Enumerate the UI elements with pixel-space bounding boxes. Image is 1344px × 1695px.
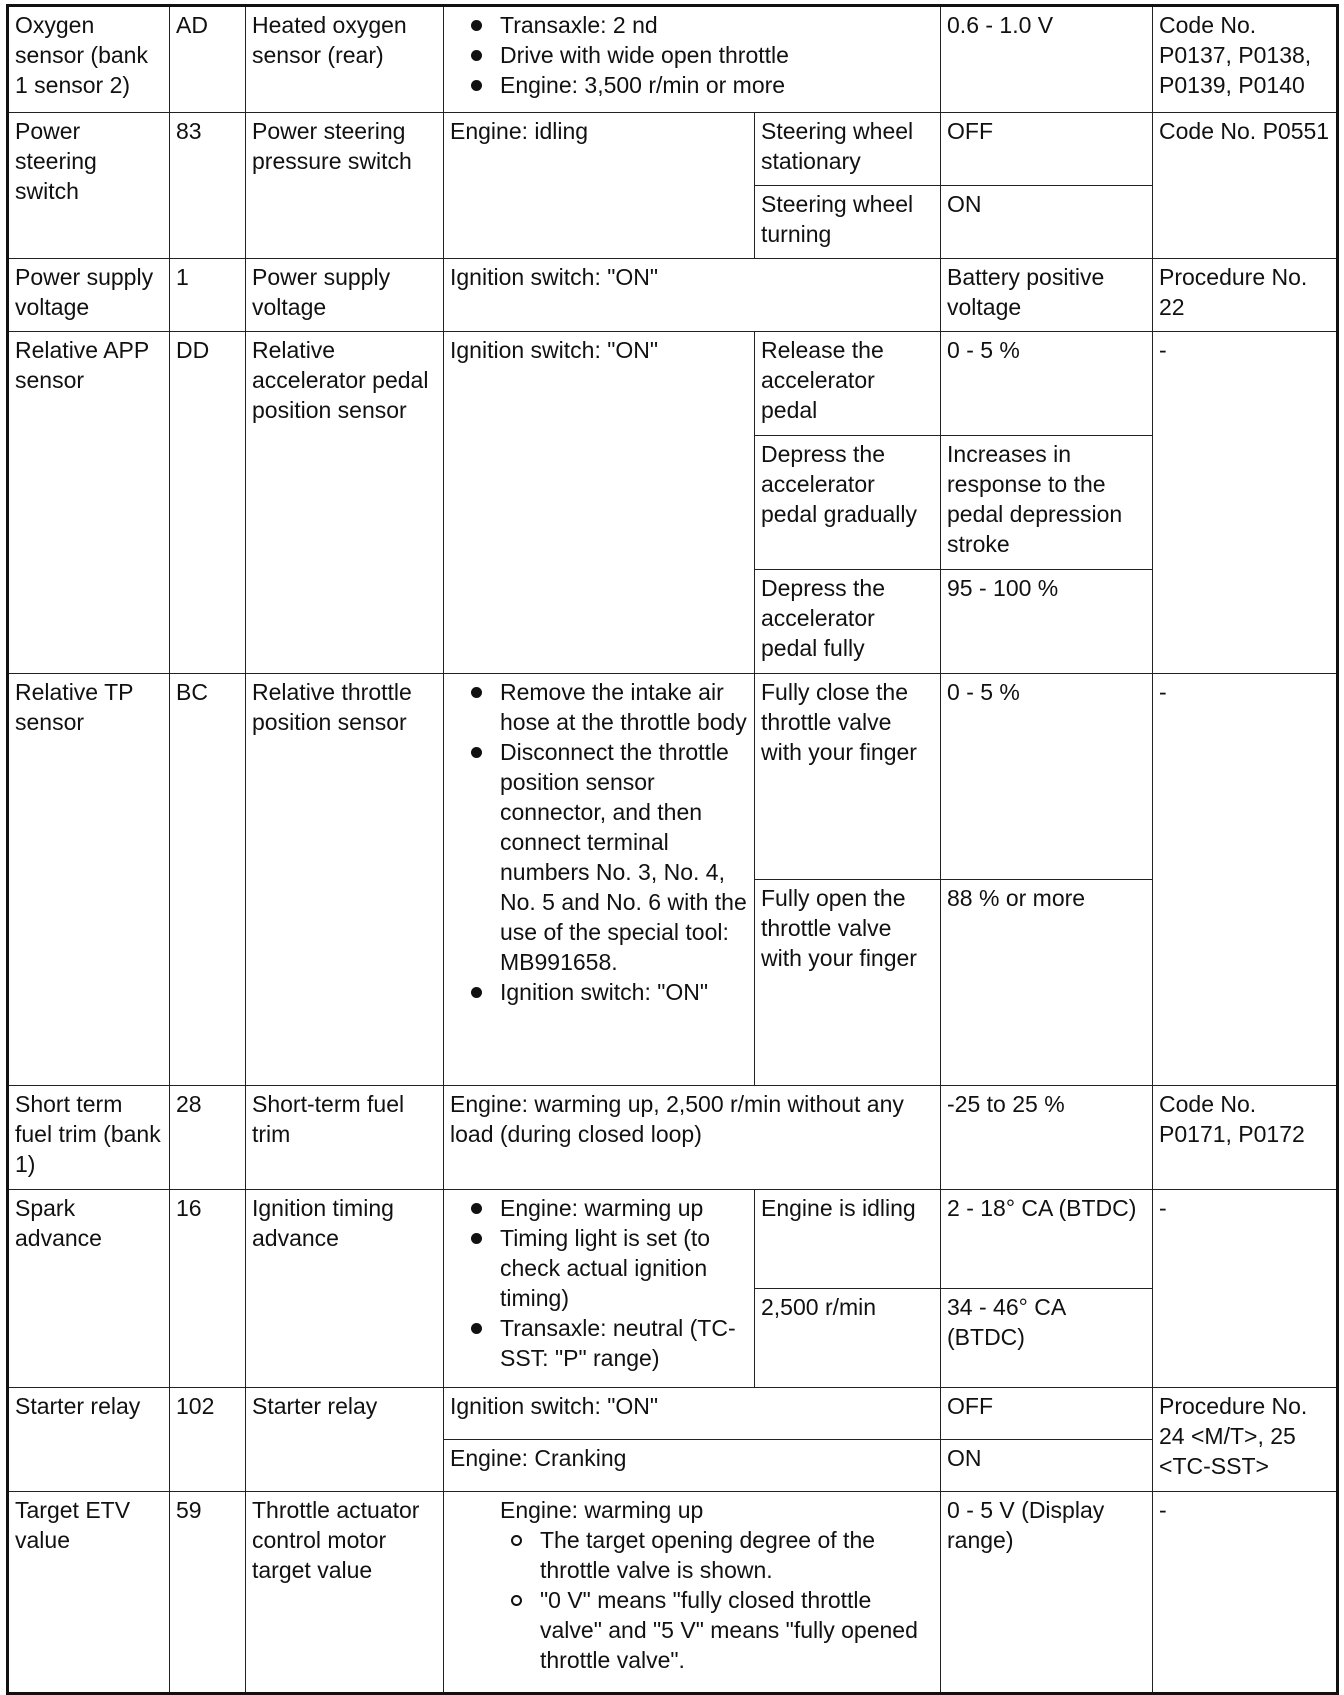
condition-cell: Engine: Cranking: [444, 1440, 941, 1492]
list-item: Engine: 3,500 r/min or more: [450, 70, 935, 100]
condition-heading: Engine: warming up: [500, 1497, 704, 1523]
no-cell: BC: [170, 674, 246, 1086]
reference-cell: -: [1153, 1492, 1338, 1694]
sub-condition-cell: Release the accelerator pedal: [755, 332, 941, 436]
inspection-cell: Power steering pressure switch: [246, 113, 444, 259]
table-row: [8, 332, 1338, 436]
inspection-cell: Power supply voltage: [246, 259, 444, 332]
condition-cell: [444, 1190, 755, 1388]
reference-cell: Code No. P0137, P0138, P0139, P0140: [1153, 6, 1338, 113]
no-cell: 83: [170, 113, 246, 259]
list-item: "0 V" means "fully closed throttle valve" and "5 V" means "fully opened throttle valve".: [500, 1585, 935, 1675]
list-item: Transaxle: 2 nd: [450, 10, 935, 40]
condition-cell: Ignition switch: "ON": [444, 259, 941, 332]
no-cell: 59: [170, 1492, 246, 1694]
item-cell: Power supply voltage: [8, 259, 170, 332]
inspection-cell: Ignition timing advance: [246, 1190, 444, 1388]
no-cell: 1: [170, 259, 246, 332]
condition-cell: Ignition switch: "ON": [444, 332, 755, 674]
table-row: [8, 1086, 1338, 1190]
standard-cell: 0 - 5 V (Display range): [941, 1492, 1153, 1694]
no-cell: AD: [170, 6, 246, 113]
list-item: Engine: warming up: [450, 1193, 749, 1223]
table-row: [8, 674, 1338, 880]
reference-cell: Code No. P0171, P0172: [1153, 1086, 1338, 1190]
no-cell: 28: [170, 1086, 246, 1190]
standard-cell: ON: [941, 1440, 1153, 1492]
inspection-cell: Relative throttle position sensor: [246, 674, 444, 1086]
no-cell: DD: [170, 332, 246, 674]
table-row: [8, 259, 1338, 332]
standard-cell: 2 - 18° CA (BTDC): [941, 1190, 1153, 1289]
table-row: [8, 6, 1338, 113]
table-row: [8, 1492, 1338, 1694]
standard-cell: 95 - 100 %: [941, 570, 1153, 674]
item-cell: Relative APP sensor: [8, 332, 170, 674]
item-cell: Relative TP sensor: [8, 674, 170, 1086]
item-cell: Power steering switch: [8, 113, 170, 259]
sub-condition-cell: Depress the accelerator pedal gradually: [755, 436, 941, 570]
sub-condition-cell: Fully open the throttle valve with your finger: [755, 880, 941, 1086]
standard-cell: 88 % or more: [941, 880, 1153, 1086]
list-item: Remove the intake air hose at the throttle body: [450, 677, 749, 737]
reference-cell: -: [1153, 674, 1338, 1086]
item-cell: Short term fuel trim (bank 1): [8, 1086, 170, 1190]
list-item: Timing light is set (to check actual ignition timing): [450, 1223, 749, 1313]
inspection-cell: Heated oxygen sensor (rear): [246, 6, 444, 113]
table-row: [8, 1388, 1338, 1440]
sub-condition-cell: Engine is idling: [755, 1190, 941, 1289]
standard-cell: 0 - 5 %: [941, 674, 1153, 880]
item-cell: Starter relay: [8, 1388, 170, 1492]
item-cell: Target ETV value: [8, 1492, 170, 1694]
item-cell: Oxygen sensor (bank 1 sensor 2): [8, 6, 170, 113]
reference-cell: -: [1153, 1190, 1338, 1388]
table-row: [8, 113, 1338, 186]
reference-cell: Code No. P0551: [1153, 113, 1338, 259]
list-item: Drive with wide open throttle: [450, 40, 935, 70]
standard-cell: OFF: [941, 1388, 1153, 1440]
standard-cell: 0.6 - 1.0 V: [941, 6, 1153, 113]
data-list-table: [6, 4, 1339, 1695]
sub-condition-cell: Depress the accelerator pedal fully: [755, 570, 941, 674]
no-cell: 16: [170, 1190, 246, 1388]
sub-condition-cell: Fully close the throttle valve with your finger: [755, 674, 941, 880]
standard-cell: OFF: [941, 113, 1153, 186]
condition-cell: Ignition switch: "ON": [444, 1388, 941, 1440]
sub-condition-cell: 2,500 r/min: [755, 1289, 941, 1388]
condition-cell: [444, 1492, 941, 1694]
sub-condition-cell: Steering wheel stationary: [755, 113, 941, 186]
condition-cell: [444, 674, 755, 1086]
sub-condition-cell: Steering wheel turning: [755, 186, 941, 259]
standard-cell: 0 - 5 %: [941, 332, 1153, 436]
list-item: Ignition switch: "ON": [450, 977, 749, 1007]
list-item: The target opening degree of the throttle valve is shown.: [500, 1525, 935, 1585]
standard-cell: Increases in response to the pedal depression stroke: [941, 436, 1153, 570]
standard-cell: -25 to 25 %: [941, 1086, 1153, 1190]
inspection-cell: Relative accelerator pedal position sensor: [246, 332, 444, 674]
list-item: Disconnect the throttle position sensor connector, and then connect terminal numbers No. 3, No. 4, No. 5 and No. 6 with the use of the special tool: MB991658.: [450, 737, 749, 977]
list-item: Transaxle: neutral (TC-SST: "P" range): [450, 1313, 749, 1373]
item-cell: Spark advance: [8, 1190, 170, 1388]
reference-cell: Procedure No. 22: [1153, 259, 1338, 332]
standard-cell: ON: [941, 186, 1153, 259]
reference-cell: -: [1153, 332, 1338, 674]
no-cell: 102: [170, 1388, 246, 1492]
inspection-cell: Starter relay: [246, 1388, 444, 1492]
standard-cell: Battery positive voltage: [941, 259, 1153, 332]
table-row: [8, 1190, 1338, 1289]
reference-cell: Procedure No. 24 <M/T>, 25 <TC-SST>: [1153, 1388, 1338, 1492]
inspection-cell: Throttle actuator control motor target value: [246, 1492, 444, 1694]
inspection-cell: Short-term fuel trim: [246, 1086, 444, 1190]
standard-cell: 34 - 46° CA (BTDC): [941, 1289, 1153, 1388]
condition-cell: [444, 6, 941, 113]
condition-cell: Engine: idling: [444, 113, 755, 259]
condition-cell: Engine: warming up, 2,500 r/min without any load (during closed loop): [444, 1086, 941, 1190]
